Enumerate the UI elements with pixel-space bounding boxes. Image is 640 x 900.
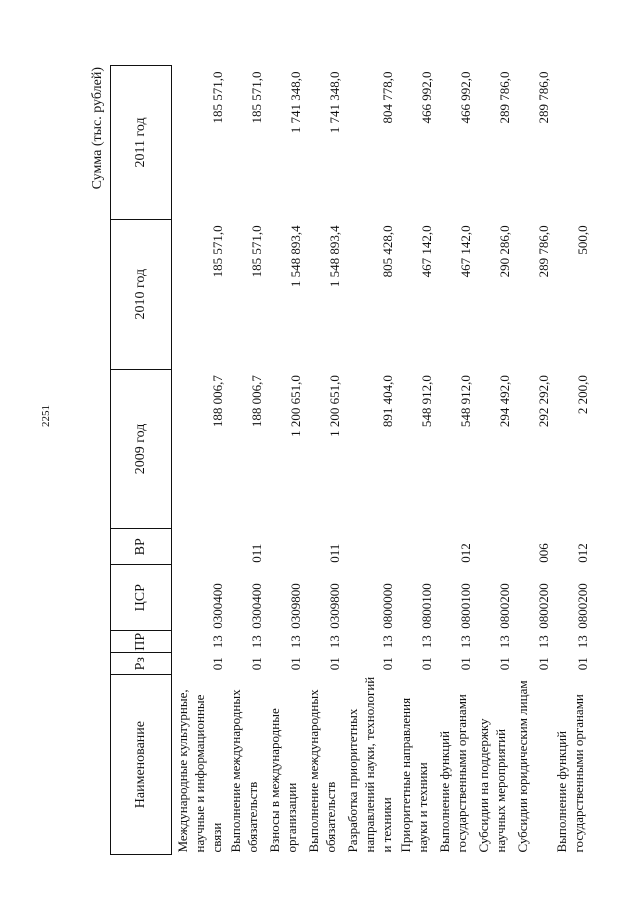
cell-2011: 466 992,0 (458, 71, 473, 124)
cell-2011: 466 992,0 (419, 71, 434, 124)
cell-pr: 13 (210, 635, 225, 649)
header-2010: 2010 год (111, 219, 172, 369)
cell-name: Приоритетные направления науки и техники (398, 697, 430, 853)
cell-csr: 0800200 (497, 583, 512, 629)
table-row (172, 66, 226, 855)
cell-rz: 01 (380, 657, 395, 671)
cell-vr: 011 (327, 543, 342, 563)
cell-csr: 0800100 (458, 583, 473, 629)
header-csr: ЦСР (111, 565, 172, 631)
table-row (342, 66, 395, 855)
header-rz: Рз (111, 653, 172, 675)
cell-vr: 012 (575, 543, 590, 563)
cell-csr: 0300400 (210, 583, 225, 629)
cell-2009: 188 006,7 (249, 375, 264, 428)
cell-2011: 185 571,0 (210, 71, 225, 124)
cell-2010: 185 571,0 (210, 225, 225, 278)
cell-2010: 290 286,0 (497, 225, 512, 278)
cell-name: Выполнение международных обязательств (306, 689, 338, 853)
cell-name: Разработка приоритетных направлений науки, технологий и техники (345, 676, 394, 853)
header-pr: ПР (111, 631, 172, 653)
cell-2010: 289 786,0 (536, 225, 551, 278)
cell-rz: 01 (536, 657, 551, 671)
cell-pr: 13 (536, 635, 551, 649)
cell-csr: 0800100 (419, 583, 434, 629)
cell-vr: 011 (249, 543, 264, 563)
cell-csr: 0300400 (249, 583, 264, 629)
cell-rz: 01 (497, 657, 512, 671)
page-number: 2251 (40, 405, 52, 427)
cell-name: Субсидии на поддержку научных мероприятий (476, 718, 508, 853)
cell-pr: 13 (327, 635, 342, 649)
cell-vr (395, 529, 434, 565)
cell-2010: 805 428,0 (380, 225, 395, 278)
header-2009: 2009 год (111, 369, 172, 529)
cell-name: Выполнение функций государственными органами (554, 694, 586, 853)
table-row (225, 66, 264, 855)
cell-csr: 0800200 (575, 583, 590, 629)
cell-name: Выполнение международных обязательств (228, 689, 260, 853)
cell-rz: 01 (327, 657, 342, 671)
unit-label: Сумма (тыс. рублей) (90, 67, 105, 190)
cell-2010: 185 571,0 (249, 225, 264, 278)
cell-2009: 891 404,0 (380, 375, 395, 428)
cell-2009: 2 200,0 (575, 375, 590, 415)
cell-vr (264, 529, 303, 565)
cell-pr: 13 (575, 635, 590, 649)
cell-2009: 548 912,0 (419, 375, 434, 428)
table-row (473, 66, 512, 855)
cell-rz: 01 (419, 657, 434, 671)
table-row (551, 66, 590, 855)
cell-name: Взносы в международные организации (267, 708, 299, 853)
cell-vr (473, 529, 512, 565)
cell-rz: 01 (288, 657, 303, 671)
header-name: Наименование (111, 675, 172, 855)
cell-2011: 804 778,0 (380, 71, 395, 124)
table-row (395, 66, 434, 855)
header-2011: 2011 год (111, 66, 172, 220)
table-row (264, 66, 303, 855)
cell-csr: 0800000 (380, 583, 395, 629)
cell-2011: 289 786,0 (536, 71, 551, 124)
cell-pr: 13 (497, 635, 512, 649)
table-row (512, 66, 551, 855)
cell-2010: 467 142,0 (458, 225, 473, 278)
cell-2009: 1 200 651,0 (327, 375, 342, 437)
cell-name: Субсидии юридическим лицам (515, 680, 530, 853)
cell-csr: 0309800 (327, 583, 342, 629)
cell-pr: 13 (288, 635, 303, 649)
cell-csr: 0800200 (536, 583, 551, 629)
cell-rz: 01 (575, 657, 590, 671)
cell-pr: 13 (249, 635, 264, 649)
cell-2009: 292 292,0 (536, 375, 551, 428)
cell-2010: 1 548 893,4 (288, 225, 303, 288)
cell-rz: 01 (210, 657, 225, 671)
cell-2011: 185 571,0 (249, 71, 264, 124)
cell-pr: 13 (419, 635, 434, 649)
cell-2010: 467 142,0 (419, 225, 434, 278)
cell-pr: 13 (380, 635, 395, 649)
cell-csr: 0309800 (288, 583, 303, 629)
cell-vr (342, 529, 395, 565)
cell-2009: 548 912,0 (458, 375, 473, 428)
cell-2011: 1 741 348,0 (327, 71, 342, 134)
cell-2011 (551, 66, 590, 220)
table-row (303, 66, 342, 855)
cell-2011: 289 786,0 (497, 71, 512, 124)
cell-pr: 13 (458, 635, 473, 649)
cell-2010: 500,0 (575, 225, 590, 255)
table-header-row (111, 66, 172, 855)
cell-rz: 01 (458, 657, 473, 671)
cell-vr: 006 (536, 543, 551, 563)
cell-2009: 1 200 651,0 (288, 375, 303, 437)
rotated-page-content (90, 65, 590, 855)
cell-vr (172, 529, 226, 565)
cell-rz: 01 (249, 657, 264, 671)
cell-2011: 1 741 348,0 (288, 71, 303, 134)
cell-2009: 188 006,7 (210, 375, 225, 428)
header-vr: ВР (111, 529, 172, 565)
table-row (434, 66, 473, 855)
cell-name: Международные культурные, научные и информационные связи (175, 689, 224, 853)
cell-2009: 294 492,0 (497, 375, 512, 428)
budget-table (110, 65, 590, 855)
cell-name: Выполнение функций государственными органами (437, 694, 469, 853)
cell-2010: 1 548 893,4 (327, 225, 342, 288)
cell-vr: 012 (458, 543, 473, 563)
